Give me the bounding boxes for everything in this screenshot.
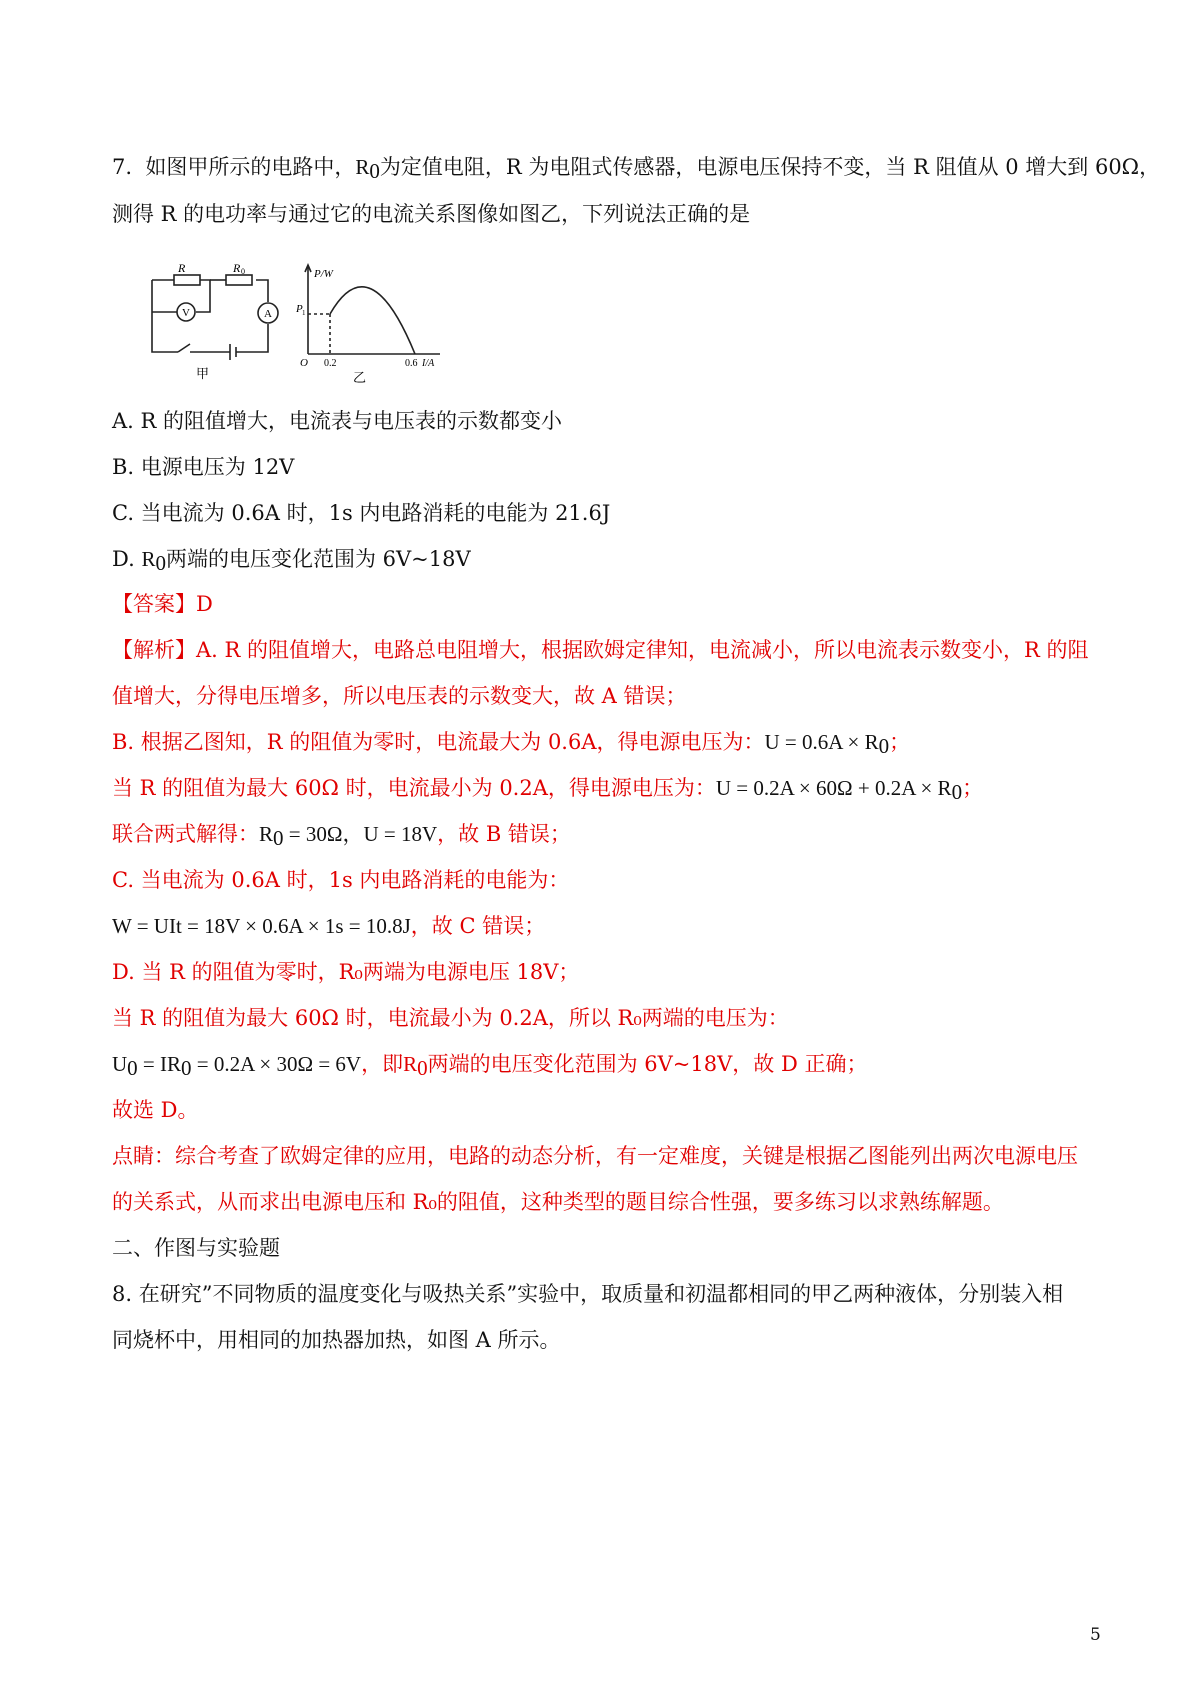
label-r0-sub: 0 bbox=[241, 267, 245, 276]
label-r: R bbox=[178, 262, 186, 275]
label-r0: R bbox=[233, 262, 241, 275]
question-number: 7. bbox=[112, 155, 133, 179]
question7-stem-line2: 测得 R 的电功率与通过它的电流关系图像如图乙，下列说法正确的是 bbox=[112, 202, 751, 226]
question8-line-2: 同烧杯中，用相同的加热器加热，如图 A 所示。 bbox=[112, 1328, 561, 1352]
x-axis-label: I/A bbox=[422, 358, 435, 369]
power-curve bbox=[330, 287, 415, 354]
label-a: A bbox=[264, 308, 272, 320]
label-v: V bbox=[182, 307, 190, 319]
y-axis-label: P/W bbox=[314, 268, 333, 280]
analysis-line-10: $U_0 = IR_0 = 0.2A \times 30\Omega = 6V$，即$R_0$两端的电压变化范围为 6V~18V，故 D 正确； bbox=[112, 1052, 868, 1080]
analysis-line-2: 值增大，分得电压增多，所以电压表的示数变大，故 A 错误； bbox=[112, 684, 687, 708]
option-b: B. 电源电压为 12V bbox=[112, 455, 295, 479]
resistor-r0 bbox=[226, 275, 252, 285]
analysis-line-6: C. 当电流为 0.6A 时，1s 内电路消耗的电能为： bbox=[112, 868, 570, 892]
resistor-r bbox=[174, 275, 200, 285]
answer-value: D bbox=[196, 592, 213, 616]
circuit-and-graph-figure bbox=[150, 262, 490, 412]
option-d: D. $R_0$两端的电压变化范围为 6V~18V bbox=[112, 547, 471, 575]
page-number: 5 bbox=[1090, 1625, 1101, 1645]
caption-jia: 甲 bbox=[196, 367, 210, 382]
answer bbox=[112, 589, 213, 619]
tip-line-2: 的关系式，从而求出电源电压和 R₀的阻值，这种类型的题目综合性强，要多练习以求熟练解题。 bbox=[112, 1190, 1004, 1214]
caption-yi: 乙 bbox=[353, 371, 367, 386]
question7-stem-line1: 7. 如图甲所示的电路中，$R_0$为定值电阻，R 为电阻式传感器，电源电压保持不变，当 R 阻值从 0 增大到 60Ω， bbox=[112, 155, 1161, 183]
answer-label: 【答案】 bbox=[112, 592, 196, 616]
analysis-line-8: D. 当 R 的阻值为零时，R₀两端为电源电压 18V； bbox=[112, 960, 580, 984]
x-tick-0-6: 0.6 bbox=[405, 358, 418, 369]
question8-line-1: 8. 在研究”不同物质的温度变化与吸热关系”实验中，取质量和初温都相同的甲乙两种液体，分别装入相 bbox=[112, 1282, 1064, 1306]
analysis-line-9: 当 R 的阻值为最大 60Ω 时，电流最小为 0.2A，所以 R₀两端的电压为： bbox=[112, 1006, 789, 1030]
analysis-line-4: 当 R 的阻值为最大 60Ω 时，电流最小为 0.2A，得电源电压为：$U = 0.2A \times 60\Omega + 0.2A \times R_0$； bbox=[112, 776, 984, 804]
section-heading: 二、作图与实验题 bbox=[112, 1236, 280, 1260]
p1-sub: 1 bbox=[302, 309, 306, 317]
analysis-line-5: 联合两式解得：$R_0 = 30\Omega$，U = 18V，故 B 错误； bbox=[112, 822, 571, 850]
x-tick-0-2: 0.2 bbox=[324, 358, 337, 369]
analysis-line-1: 【解析】A. R 的阻值增大，电路总电阻增大，根据欧姆定律知，电流减小，所以电流表示数变小，R 的阻 bbox=[112, 638, 1089, 662]
p1-label: P bbox=[296, 303, 303, 315]
option-a: A. R 的阻值增大，电流表与电压表的示数都变小 bbox=[112, 409, 563, 433]
analysis-line-3: B. 根据乙图知，R 的阻值为零时，电流最大为 0.6A，得电源电压为：$U = 0.6A \times R_0$； bbox=[112, 730, 911, 758]
tip-line-1: 点睛：综合考查了欧姆定律的应用，电路的动态分析，有一定难度，关键是根据乙图能列出两次电源电压 bbox=[112, 1144, 1078, 1168]
analysis-line-7: W = UIt = 18V × 0.6A × 1s = 10.8J，故 C 错误； bbox=[112, 914, 546, 938]
analysis-line-11: 故选 D。 bbox=[112, 1098, 199, 1122]
option-c: C. 当电流为 0.6A 时，1s 内电路消耗的电能为 21.6J bbox=[112, 501, 611, 525]
circuit-diagram bbox=[152, 275, 278, 360]
origin-label: O bbox=[300, 357, 308, 369]
